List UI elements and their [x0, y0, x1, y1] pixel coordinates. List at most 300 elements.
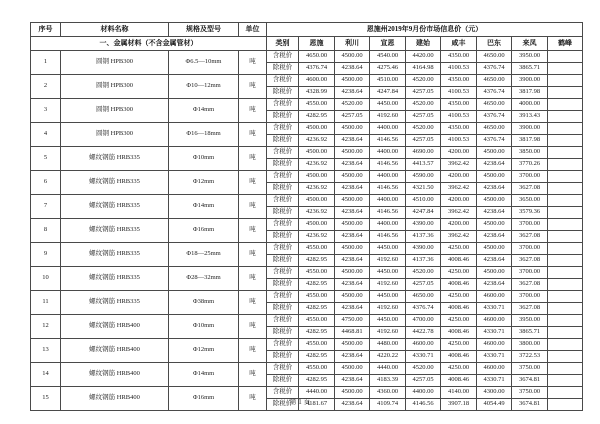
unit-cell: 吨 — [239, 267, 267, 291]
price-cell-without-tax: 4236.92 — [299, 159, 335, 171]
price-cell-without-tax: 4330.71 — [477, 327, 512, 339]
price-cell-without-tax: 3579.36 — [512, 207, 548, 219]
unit-cell: 吨 — [239, 219, 267, 243]
price-cell-without-tax: 3627.08 — [512, 255, 548, 267]
price-type-without-tax: 除税价 — [267, 279, 299, 291]
price-cell-with-tax: 3750.00 — [512, 387, 548, 399]
price-cell-without-tax: 3907.18 — [441, 399, 477, 411]
price-type-without-tax: 除税价 — [267, 111, 299, 123]
price-cell-with-tax: 4650.00 — [477, 99, 512, 111]
price-cell-without-tax: 4181.67 — [299, 399, 335, 411]
material-row — [31, 123, 583, 135]
price-cell-without-tax: 4330.71 — [477, 303, 512, 315]
price-type-without-tax: 除税价 — [267, 207, 299, 219]
price-cell-without-tax: 4376.74 — [477, 135, 512, 147]
price-cell-with-tax: 4700.00 — [406, 315, 441, 327]
price-type-without-tax: 除税价 — [267, 303, 299, 315]
price-cell-without-tax: 4275.46 — [370, 63, 406, 75]
price-cell-with-tax — [548, 219, 583, 231]
price-type-with-tax: 含税价 — [267, 315, 299, 327]
unit-cell: 吨 — [239, 243, 267, 267]
row-serial: 10 — [31, 267, 61, 291]
column-header-city-badong: 巴东 — [477, 37, 512, 51]
material-name-cell: 螺纹钢筋 HRB335 — [61, 291, 169, 315]
price-cell-without-tax: 4100.53 — [441, 63, 477, 75]
material-row — [31, 75, 583, 87]
price-cell-with-tax — [548, 363, 583, 375]
material-name-cell: 圆钢 HPB300 — [61, 51, 169, 75]
price-cell-without-tax — [548, 375, 583, 387]
unit-cell: 吨 — [239, 99, 267, 123]
spec-cell: Φ10mm — [169, 315, 239, 339]
row-serial: 1 — [31, 51, 61, 75]
material-row — [31, 51, 583, 63]
price-cell-without-tax: 4282.95 — [299, 375, 335, 387]
price-cell-without-tax: 4100.53 — [441, 135, 477, 147]
price-cell-with-tax: 4600.00 — [477, 291, 512, 303]
price-cell-with-tax: 4200.00 — [441, 195, 477, 207]
price-cell-without-tax: 3627.08 — [512, 303, 548, 315]
price-cell-without-tax: 4238.64 — [477, 183, 512, 195]
price-cell-without-tax: 4376.74 — [299, 63, 335, 75]
column-header-city-xuanen: 宣恩 — [370, 37, 406, 51]
price-cell-without-tax: 4238.64 — [335, 87, 370, 99]
price-cell-without-tax — [548, 87, 583, 99]
price-cell-without-tax: 4321.50 — [406, 183, 441, 195]
material-name-cell: 螺纹钢筋 HRB335 — [61, 243, 169, 267]
spec-cell: Φ16mm — [169, 219, 239, 243]
price-cell-without-tax: 4376.74 — [477, 111, 512, 123]
price-type-without-tax: 除税价 — [267, 399, 299, 411]
price-cell-without-tax: 4257.05 — [406, 135, 441, 147]
price-cell-with-tax: 4400.00 — [370, 147, 406, 159]
price-cell-without-tax: 4238.64 — [335, 399, 370, 411]
table-body — [31, 51, 583, 411]
price-cell-without-tax: 4238.64 — [335, 159, 370, 171]
price-cell-without-tax: 4236.92 — [299, 231, 335, 243]
spec-cell: Φ6.5—10mm — [169, 51, 239, 75]
price-cell-without-tax: 4146.56 — [370, 207, 406, 219]
price-cell-with-tax: 4390.00 — [406, 219, 441, 231]
price-cell-with-tax: 4750.00 — [335, 315, 370, 327]
price-cell-without-tax: 4236.92 — [299, 135, 335, 147]
price-cell-with-tax: 3650.00 — [512, 195, 548, 207]
price-cell-with-tax: 4520.00 — [406, 363, 441, 375]
price-cell-with-tax: 4250.00 — [441, 339, 477, 351]
material-row — [31, 219, 583, 231]
price-cell-with-tax: 4350.00 — [441, 123, 477, 135]
price-cell-with-tax: 4500.00 — [477, 171, 512, 183]
price-cell-with-tax: 4600.00 — [477, 339, 512, 351]
price-type-with-tax: 含税价 — [267, 99, 299, 111]
price-cell-without-tax: 4192.60 — [370, 255, 406, 267]
price-cell-with-tax — [548, 315, 583, 327]
price-cell-with-tax: 4650.00 — [477, 123, 512, 135]
spec-cell: Φ38mm — [169, 291, 239, 315]
price-cell-with-tax: 4420.00 — [406, 51, 441, 63]
price-cell-with-tax — [548, 291, 583, 303]
price-cell-with-tax: 4690.00 — [406, 147, 441, 159]
price-cell-without-tax: 4008.46 — [441, 255, 477, 267]
price-cell-with-tax: 3800.00 — [512, 339, 548, 351]
price-cell-with-tax: 4450.00 — [370, 99, 406, 111]
price-cell-with-tax: 3850.00 — [512, 147, 548, 159]
price-cell-with-tax: 4400.00 — [370, 195, 406, 207]
price-cell-with-tax: 4200.00 — [441, 147, 477, 159]
price-cell-with-tax — [548, 99, 583, 111]
price-cell-with-tax: 4500.00 — [335, 219, 370, 231]
price-cell-without-tax: 3627.08 — [512, 279, 548, 291]
price-cell-with-tax: 4500.00 — [335, 363, 370, 375]
price-cell-without-tax — [548, 255, 583, 267]
header-row-1 — [31, 23, 583, 37]
price-type-with-tax: 含税价 — [267, 51, 299, 63]
price-cell-without-tax: 4238.64 — [335, 135, 370, 147]
spec-cell: Φ12mm — [169, 171, 239, 195]
price-cell-without-tax: 3817.98 — [512, 87, 548, 99]
price-cell-without-tax: 4376.74 — [477, 63, 512, 75]
price-type-with-tax: 含税价 — [267, 243, 299, 255]
price-cell-without-tax — [548, 135, 583, 147]
price-cell-with-tax: 4390.00 — [406, 243, 441, 255]
unit-cell: 吨 — [239, 315, 267, 339]
price-type-with-tax: 含税价 — [267, 171, 299, 183]
price-cell-without-tax: 4238.64 — [335, 183, 370, 195]
material-row — [31, 99, 583, 111]
material-name-cell: 螺纹钢筋 HRB335 — [61, 195, 169, 219]
price-cell-with-tax — [548, 147, 583, 159]
column-header-city-hefeng: 鹤峰 — [548, 37, 583, 51]
price-cell-without-tax: 4238.64 — [335, 63, 370, 75]
price-cell-with-tax: 4520.00 — [406, 75, 441, 87]
price-cell-without-tax: 4100.53 — [441, 111, 477, 123]
material-row — [31, 363, 583, 375]
price-cell-without-tax: 4257.05 — [406, 279, 441, 291]
column-header-unit: 单位 — [239, 23, 267, 37]
row-serial: 15 — [31, 387, 61, 411]
price-cell-with-tax: 4500.00 — [335, 171, 370, 183]
price-type-without-tax: 除税价 — [267, 63, 299, 75]
row-serial: 6 — [31, 171, 61, 195]
material-row — [31, 195, 583, 207]
material-name-cell: 螺纹钢筋 HRB335 — [61, 171, 169, 195]
price-cell-with-tax: 4520.00 — [335, 99, 370, 111]
section-title: 一、金属材料（不含金属管材） — [31, 37, 267, 51]
price-cell-with-tax: 4520.00 — [406, 123, 441, 135]
material-name-cell: 螺纹钢筋 HRB400 — [61, 315, 169, 339]
price-cell-with-tax: 4350.00 — [441, 99, 477, 111]
price-cell-without-tax: 4282.95 — [299, 303, 335, 315]
table-header — [31, 23, 583, 51]
price-cell-without-tax — [548, 207, 583, 219]
price-cell-without-tax: 4282.95 — [299, 255, 335, 267]
price-type-with-tax: 含税价 — [267, 147, 299, 159]
price-cell-with-tax: 4250.00 — [441, 363, 477, 375]
price-cell-with-tax: 4520.00 — [406, 99, 441, 111]
price-cell-with-tax: 4600.00 — [299, 75, 335, 87]
price-cell-without-tax: 4282.95 — [299, 279, 335, 291]
price-cell-with-tax: 3950.00 — [512, 315, 548, 327]
price-cell-with-tax: 4550.00 — [299, 99, 335, 111]
row-serial: 4 — [31, 123, 61, 147]
material-row — [31, 147, 583, 159]
price-cell-without-tax: 3962.42 — [441, 159, 477, 171]
price-cell-without-tax: 4100.53 — [441, 87, 477, 99]
price-cell-with-tax: 4500.00 — [299, 219, 335, 231]
price-cell-with-tax: 4600.00 — [406, 339, 441, 351]
price-cell-without-tax: 4137.36 — [406, 255, 441, 267]
price-cell-without-tax: 4008.46 — [441, 303, 477, 315]
price-cell-without-tax — [548, 111, 583, 123]
price-cell-with-tax: 4250.00 — [441, 243, 477, 255]
price-cell-without-tax: 4238.64 — [335, 231, 370, 243]
price-cell-without-tax: 4054.49 — [477, 399, 512, 411]
price-cell-without-tax: 4238.64 — [335, 351, 370, 363]
price-cell-without-tax: 3722.53 — [512, 351, 548, 363]
price-cell-without-tax: 3962.42 — [441, 207, 477, 219]
column-header-city-xianfeng: 咸丰 — [441, 37, 477, 51]
unit-cell: 吨 — [239, 123, 267, 147]
price-cell-without-tax: 4220.22 — [370, 351, 406, 363]
price-cell-with-tax: 4140.00 — [441, 387, 477, 399]
price-cell-with-tax: 3750.00 — [512, 363, 548, 375]
price-cell-with-tax: 4360.00 — [370, 387, 406, 399]
price-cell-without-tax: 4146.56 — [370, 183, 406, 195]
spec-cell: Φ16—18mm — [169, 123, 239, 147]
material-name-cell: 螺纹钢筋 HRB335 — [61, 267, 169, 291]
spec-cell: Φ14mm — [169, 195, 239, 219]
price-cell-without-tax: 4282.95 — [299, 111, 335, 123]
price-cell-with-tax — [548, 123, 583, 135]
price-type-with-tax: 含税价 — [267, 219, 299, 231]
price-cell-without-tax: 3865.71 — [512, 63, 548, 75]
price-cell-with-tax: 4500.00 — [477, 195, 512, 207]
price-cell-with-tax: 4500.00 — [335, 387, 370, 399]
price-type-without-tax: 除税价 — [267, 183, 299, 195]
column-header-material-name: 材料名称 — [61, 23, 169, 37]
price-cell-with-tax: 4440.00 — [370, 363, 406, 375]
price-cell-with-tax: 4350.00 — [441, 75, 477, 87]
price-cell-with-tax: 4500.00 — [335, 195, 370, 207]
price-cell-without-tax: 4238.64 — [335, 303, 370, 315]
table-title: 恩施州2019年9月份市场信息价（元） — [267, 23, 583, 37]
price-cell-with-tax: 4250.00 — [441, 291, 477, 303]
price-type-without-tax: 除税价 — [267, 87, 299, 99]
price-cell-without-tax: 4257.05 — [406, 375, 441, 387]
price-cell-without-tax: 4413.57 — [406, 159, 441, 171]
price-cell-with-tax — [548, 75, 583, 87]
price-cell-without-tax — [548, 351, 583, 363]
price-cell-with-tax: 4450.00 — [370, 315, 406, 327]
price-cell-without-tax: 3770.26 — [512, 159, 548, 171]
price-cell-with-tax: 4450.00 — [370, 243, 406, 255]
price-cell-with-tax: 4550.00 — [299, 363, 335, 375]
material-row — [31, 291, 583, 303]
price-cell-with-tax: 4500.00 — [477, 267, 512, 279]
header-row-2 — [31, 37, 583, 51]
column-header-category: 类别 — [267, 37, 299, 51]
price-cell-with-tax: 3700.00 — [512, 171, 548, 183]
price-cell-with-tax: 4400.00 — [370, 123, 406, 135]
price-cell-with-tax: 4600.00 — [477, 363, 512, 375]
price-cell-with-tax: 4540.00 — [370, 51, 406, 63]
price-cell-with-tax: 4650.00 — [406, 291, 441, 303]
price-cell-with-tax: 4590.00 — [406, 171, 441, 183]
material-name-cell: 螺纹钢筋 HRB400 — [61, 387, 169, 411]
price-cell-with-tax: 4500.00 — [299, 171, 335, 183]
price-cell-with-tax: 4400.00 — [370, 171, 406, 183]
material-row — [31, 171, 583, 183]
price-cell-with-tax: 3700.00 — [512, 243, 548, 255]
price-cell-without-tax: 4109.74 — [370, 399, 406, 411]
price-cell-without-tax — [548, 183, 583, 195]
material-row — [31, 339, 583, 351]
page-number: 第 1 页 — [289, 398, 311, 406]
price-cell-with-tax — [548, 171, 583, 183]
column-header-city-laifeng: 来凤 — [512, 37, 548, 51]
price-type-without-tax: 除税价 — [267, 351, 299, 363]
spec-cell: Φ10—12mm — [169, 75, 239, 99]
unit-cell: 吨 — [239, 75, 267, 99]
price-cell-with-tax: 4650.00 — [477, 51, 512, 63]
price-cell-without-tax: 3627.08 — [512, 183, 548, 195]
material-row — [31, 243, 583, 255]
row-serial: 8 — [31, 219, 61, 243]
market-price-table — [30, 22, 583, 411]
price-cell-without-tax: 4257.05 — [406, 111, 441, 123]
material-name-cell: 圆钢 HPB300 — [61, 99, 169, 123]
price-type-with-tax: 含税价 — [267, 291, 299, 303]
price-cell-without-tax: 4146.56 — [370, 159, 406, 171]
row-serial: 14 — [31, 363, 61, 387]
price-cell-with-tax: 4500.00 — [335, 339, 370, 351]
row-serial: 2 — [31, 75, 61, 99]
price-cell-without-tax: 4330.71 — [477, 375, 512, 387]
price-cell-with-tax: 3700.00 — [512, 267, 548, 279]
price-cell-with-tax: 4650.00 — [299, 51, 335, 63]
price-cell-without-tax: 4238.64 — [477, 207, 512, 219]
unit-cell: 吨 — [239, 363, 267, 387]
row-serial: 13 — [31, 339, 61, 363]
price-cell-with-tax — [548, 243, 583, 255]
price-cell-with-tax: 4510.00 — [370, 75, 406, 87]
price-cell-without-tax: 3962.42 — [441, 183, 477, 195]
price-cell-without-tax: 4247.84 — [406, 207, 441, 219]
price-cell-without-tax: 4238.64 — [477, 231, 512, 243]
price-type-with-tax: 含税价 — [267, 387, 299, 399]
price-cell-with-tax: 4450.00 — [370, 267, 406, 279]
column-header-city-jianshi: 建始 — [406, 37, 441, 51]
row-serial: 9 — [31, 243, 61, 267]
price-cell-without-tax: 3627.08 — [512, 231, 548, 243]
price-cell-without-tax: 4422.78 — [406, 327, 441, 339]
price-cell-with-tax: 4520.00 — [406, 267, 441, 279]
price-cell-with-tax: 4500.00 — [299, 195, 335, 207]
price-cell-without-tax: 3913.43 — [512, 111, 548, 123]
price-cell-without-tax: 4468.81 — [335, 327, 370, 339]
price-cell-without-tax — [548, 231, 583, 243]
price-cell-without-tax: 4376.74 — [406, 303, 441, 315]
price-cell-with-tax: 4600.00 — [477, 315, 512, 327]
price-cell-with-tax: 4500.00 — [335, 267, 370, 279]
price-cell-with-tax: 4000.00 — [512, 99, 548, 111]
price-cell-without-tax — [548, 159, 583, 171]
price-cell-with-tax: 3900.00 — [512, 75, 548, 87]
unit-cell: 吨 — [239, 195, 267, 219]
price-cell-with-tax: 4300.00 — [477, 387, 512, 399]
price-cell-with-tax: 4500.00 — [299, 147, 335, 159]
price-type-without-tax: 除税价 — [267, 327, 299, 339]
price-cell-without-tax: 4282.95 — [299, 327, 335, 339]
price-cell-with-tax: 4550.00 — [299, 243, 335, 255]
row-serial: 7 — [31, 195, 61, 219]
material-name-cell: 螺纹钢筋 HRB400 — [61, 339, 169, 363]
price-cell-without-tax: 4247.84 — [370, 87, 406, 99]
price-type-with-tax: 含税价 — [267, 267, 299, 279]
price-cell-without-tax: 4238.64 — [335, 279, 370, 291]
price-cell-without-tax: 4238.64 — [477, 255, 512, 267]
price-cell-with-tax — [548, 51, 583, 63]
price-cell-without-tax: 3674.81 — [512, 399, 548, 411]
price-cell-with-tax: 4400.00 — [406, 387, 441, 399]
price-cell-with-tax: 4200.00 — [441, 171, 477, 183]
price-cell-without-tax: 4257.05 — [335, 111, 370, 123]
price-cell-without-tax: 3962.42 — [441, 231, 477, 243]
price-cell-without-tax: 4238.64 — [335, 255, 370, 267]
price-cell-without-tax: 4192.60 — [370, 111, 406, 123]
price-cell-with-tax: 4550.00 — [299, 267, 335, 279]
price-cell-with-tax: 3700.00 — [512, 219, 548, 231]
spec-cell: Φ28—32mm — [169, 267, 239, 291]
price-cell-without-tax: 3817.98 — [512, 135, 548, 147]
price-cell-without-tax: 4330.71 — [406, 351, 441, 363]
price-cell-with-tax: 4350.00 — [441, 51, 477, 63]
price-cell-without-tax: 4146.56 — [370, 231, 406, 243]
price-type-with-tax: 含税价 — [267, 195, 299, 207]
unit-cell: 吨 — [239, 171, 267, 195]
price-cell-without-tax: 4236.92 — [299, 207, 335, 219]
spec-cell: Φ10mm — [169, 147, 239, 171]
price-cell-with-tax: 4500.00 — [335, 291, 370, 303]
price-cell-without-tax: 4330.71 — [477, 351, 512, 363]
price-type-with-tax: 含税价 — [267, 363, 299, 375]
price-cell-with-tax: 4550.00 — [299, 291, 335, 303]
price-type-with-tax: 含税价 — [267, 75, 299, 87]
price-cell-without-tax: 4238.64 — [335, 375, 370, 387]
price-cell-without-tax: 4146.56 — [370, 135, 406, 147]
column-header-city-lichuan: 利川 — [335, 37, 370, 51]
price-type-without-tax: 除税价 — [267, 255, 299, 267]
price-cell-with-tax: 3950.00 — [512, 51, 548, 63]
price-type-without-tax: 除税价 — [267, 231, 299, 243]
price-cell-without-tax: 4257.05 — [406, 87, 441, 99]
price-cell-without-tax — [548, 63, 583, 75]
price-cell-with-tax: 4480.00 — [370, 339, 406, 351]
unit-cell: 吨 — [239, 387, 267, 411]
material-row — [31, 315, 583, 327]
unit-cell: 吨 — [239, 339, 267, 363]
price-cell-without-tax: 4192.60 — [370, 303, 406, 315]
price-cell-with-tax: 4550.00 — [299, 315, 335, 327]
price-cell-without-tax — [548, 279, 583, 291]
price-cell-with-tax: 4500.00 — [335, 147, 370, 159]
unit-cell: 吨 — [239, 51, 267, 75]
price-cell-with-tax — [548, 267, 583, 279]
price-cell-with-tax: 4400.00 — [370, 219, 406, 231]
price-cell-with-tax: 4500.00 — [299, 123, 335, 135]
column-header-serial: 序号 — [31, 23, 61, 37]
price-cell-with-tax: 4200.00 — [441, 219, 477, 231]
